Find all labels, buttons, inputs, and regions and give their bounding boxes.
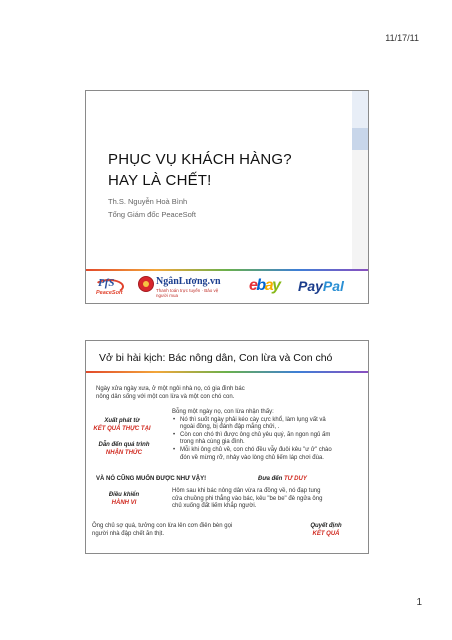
- perception-intro: Bỗng một ngày nọ, con lừa nhận thấy:: [172, 409, 274, 415]
- nganluong-logo: NgânLượng.vn Thanh toán trực tuyến · Bảo vệ người mua: [138, 275, 228, 299]
- slide-title: [85, 90, 369, 304]
- thinking-label: Đưa đến TƯ DUY: [258, 476, 307, 482]
- title-line-1: PHỤC VỤ KHÁCH HÀNG?: [108, 151, 292, 168]
- want-question: VÀ NÓ CŨNG MUỐN ĐƯỢC NHƯ VẬY!: [96, 476, 207, 482]
- slide-heading: Vở bi hài kịch: Bác nông dân, Con lừa và Con chó: [99, 352, 333, 364]
- author-name: Th.S. Nguyễn Hoà Bình: [108, 197, 188, 206]
- process-label: Dẫn đến quá trình NHẬN THỨC: [98, 442, 150, 456]
- slide-title-text: [108, 149, 292, 191]
- author-role: Tổng Giám đốc PeaceSoft: [108, 210, 196, 219]
- coin-icon: [138, 276, 154, 292]
- list-item: • Còn con chó thì được ông chủ yêu quý, ăn ngon ngủ ấm trong nhà cùng gia đình.: [180, 432, 364, 447]
- ending-text: Ông chủ sợ quá, tưởng con lừa lên cơn điên bèn gọi người nhà đập chết ăn thịt.: [92, 523, 233, 537]
- behavior-label: Điều khiển HÀNH VI: [108, 492, 140, 506]
- print-date: 11/17/11: [385, 33, 419, 43]
- behavior-text: Hôm sau khi bác nông dân vừa ra đồng về, nó đạp tung cửa chuồng phi thẳng vào bác, kêu "be be" đè ngửa ông chủ xuống đất liếm khắp người.: [172, 488, 323, 510]
- rainbow-divider: [86, 371, 368, 373]
- paypal-logo: PayPal: [298, 278, 344, 294]
- perception-list: [172, 417, 364, 463]
- ebay-logo: ebay: [249, 277, 280, 294]
- decide-label: Quyết định KẾT QUẢ: [310, 523, 342, 537]
- slide-story: [85, 340, 369, 554]
- perception-block: [172, 409, 364, 462]
- list-item: • Mỗi khi ông chủ về, con chó đều vẫy đuôi kêu "ư ử" chào đón về mừng rỡ, nhảy vào lòng chủ liếm láp chơi đùa.: [180, 447, 364, 462]
- decorative-side-bar: [352, 91, 368, 271]
- story-intro: Ngày xửa ngày xưa, ở một ngôi nhà nọ, có gia đình bác nông dân sống với một con lừa và một con chó con.: [96, 386, 245, 400]
- rainbow-divider: [86, 269, 368, 271]
- page-number: 1: [416, 597, 422, 608]
- peacesoft-logo: PfS PeaceSoft: [96, 277, 123, 296]
- decorative-side-accent: [352, 128, 368, 150]
- start-label: Xuất phát từ KẾT QUẢ THỰC TẠI: [93, 418, 151, 432]
- list-item: • Nó thì suốt ngày phải kéo cày cực khổ, làm lụng vất vả ngoài đồng, bị đánh đập mắng chửi, .: [180, 417, 364, 432]
- title-line-2: HAY LÀ CHẾT!: [108, 172, 212, 189]
